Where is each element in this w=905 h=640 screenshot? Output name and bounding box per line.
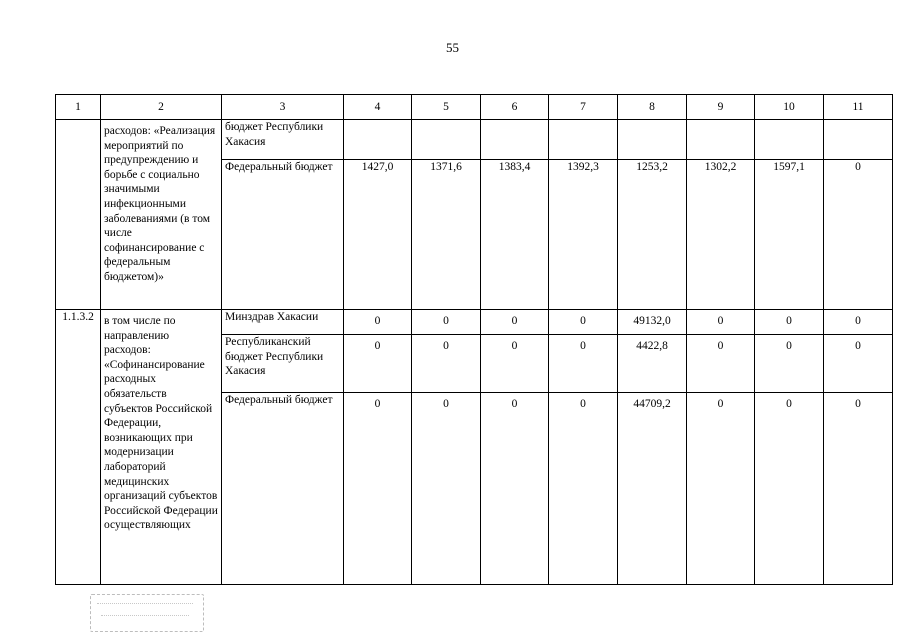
- value-cell: 0: [824, 393, 893, 585]
- value-cell: 1253,2: [618, 160, 687, 310]
- row-code-cell: [56, 120, 101, 310]
- description-cell: в том числе по направлению расходов: «Софинансирование расходных обязательств субъектов Российской Федерации, возникающих при модернизации лабораторий медицинских организаций субъектов Российской Федерации осуществляющих: [101, 310, 222, 585]
- value-cell: 0: [412, 310, 481, 335]
- value-cell: 0: [687, 310, 755, 335]
- page-number: 55: [446, 40, 459, 55]
- header-cell: 8: [618, 95, 687, 120]
- value-cell: 0: [344, 310, 412, 335]
- value-cell: 0: [755, 393, 824, 585]
- funding-source-cell: Федеральный бюджет: [222, 160, 344, 310]
- value-cell: 1392,3: [549, 160, 618, 310]
- description-cell: расходов: «Реализация мероприятий по предупреждению и борьбе с социально значимыми инфекционными заболеваниями (в том числе софинансирование с федеральным бюджетом)»: [101, 120, 222, 310]
- value-cell: 0: [344, 393, 412, 585]
- funding-source-cell: Федеральный бюджет: [222, 393, 344, 585]
- funding-source-cell: Республиканский бюджет Республики Хакасия: [222, 335, 344, 393]
- value-cell: 0: [412, 393, 481, 585]
- header-cell: 11: [824, 95, 893, 120]
- header-cell: 4: [344, 95, 412, 120]
- value-cell: 0: [687, 335, 755, 393]
- value-cell: 0: [824, 335, 893, 393]
- value-cell: 0: [344, 335, 412, 393]
- value-cell: 0: [824, 310, 893, 335]
- table-row: [56, 310, 893, 335]
- value-cell: 0: [687, 393, 755, 585]
- value-cell: 44709,2: [618, 393, 687, 585]
- header-cell: 3: [222, 95, 344, 120]
- value-cell: 0: [481, 335, 549, 393]
- header-cell: 6: [481, 95, 549, 120]
- header-cell: 2: [101, 95, 222, 120]
- table-row: [56, 120, 893, 160]
- value-cell: [618, 120, 687, 160]
- funding-source-cell: бюджет Республики Хакасия: [222, 120, 344, 160]
- value-cell: [687, 120, 755, 160]
- header-cell: 10: [755, 95, 824, 120]
- value-cell: 49132,0: [618, 310, 687, 335]
- value-cell: [412, 120, 481, 160]
- value-cell: 0: [549, 393, 618, 585]
- value-cell: 0: [755, 335, 824, 393]
- value-cell: 0: [412, 335, 481, 393]
- header-cell: 9: [687, 95, 755, 120]
- value-cell: 0: [824, 160, 893, 310]
- funding-source-cell: Минздрав Хакасии: [222, 310, 344, 335]
- value-cell: [755, 120, 824, 160]
- value-cell: 0: [481, 310, 549, 335]
- budget-table: [55, 94, 893, 585]
- value-cell: 0: [549, 335, 618, 393]
- value-cell: 4422,8: [618, 335, 687, 393]
- value-cell: [824, 120, 893, 160]
- value-cell: 0: [755, 310, 824, 335]
- header-cell: 7: [549, 95, 618, 120]
- faint-stamp-mark: [90, 594, 204, 632]
- row-code-cell: 1.1.3.2: [56, 310, 101, 585]
- value-cell: 1302,2: [687, 160, 755, 310]
- header-cell: 5: [412, 95, 481, 120]
- value-cell: 0: [549, 310, 618, 335]
- value-cell: [549, 120, 618, 160]
- value-cell: 0: [481, 393, 549, 585]
- value-cell: 1597,1: [755, 160, 824, 310]
- header-row: [56, 95, 893, 120]
- value-cell: [344, 120, 412, 160]
- value-cell: [481, 120, 549, 160]
- value-cell: 1371,6: [412, 160, 481, 310]
- header-cell: 1: [56, 95, 101, 120]
- value-cell: 1427,0: [344, 160, 412, 310]
- value-cell: 1383,4: [481, 160, 549, 310]
